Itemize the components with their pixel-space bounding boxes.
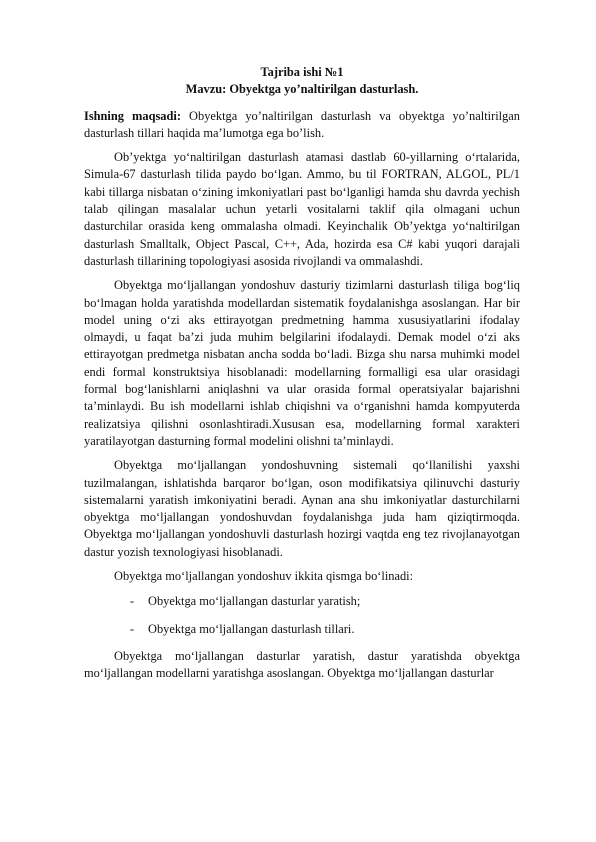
- paragraph-last: Obyektga mo‘ljallangan dasturlar yaratish, dastur yaratishda obyektga mo‘ljallangan modellarni yaratishga asoslangan. Obyektga mo‘ljallangan dasturlar: [84, 648, 520, 681]
- list-item: [84, 593, 520, 610]
- document-title: Tajriba ishi №1: [260, 65, 344, 79]
- document-page: [84, 64, 520, 683]
- paragraph-benefits: Obyektga mo‘ljallangan yondoshuvning sistemali qo‘llanilishi yaxshi tuzilmalangan, ishlatishda barqaror bo‘lgan, oson modifikatsiya qilinuvchi dasturiy sistemalarni yaratish imkoniyatini beradi. Aynan ana shu imkoniyatlar dasturchilarni obyektga mo‘ljallangan yondoshuvdan foydalanishga juda ham qiziqtirmoqda. Obyektga mo‘ljallangan yondoshuvli dasturlash hozirgi vaqtda eng tez rivojlanayotgan dastur yozish texnologiyasi hisoblanadi.: [84, 458, 520, 559]
- aim-paragraph: [84, 108, 520, 143]
- paragraph-parts-intro: Obyektga mo‘ljallangan yondoshuv ikkita qismga bo‘linadi:: [114, 569, 414, 584]
- list-item-text: Obyektga mo‘ljallangan dasturlar yaratish;: [148, 594, 361, 609]
- aim-text: Obyektga yo’naltirilgan dasturlash va obyektga yo’naltirilgan dasturlash tillari haqida ma’lumotga ega bo’lish.: [84, 108, 520, 140]
- paragraph-history: Ob’yektga yo‘naltirilgan dasturlash atamasi dastlab 60-yillarning o‘rtalarida, Simula-67 dasturlash tilida paydo bo‘lgan. Ammo, bu til FORTRAN, ALGOL, PL/1 kabi tillarga nisbatan o‘zining imkoniyatlari past bo‘lganligi hamda shu davrda yechish talab qilingan masalalar uchun yetarli vositalarni taklif qila olmagani uchun dasturchilar orasida keng ommalasha olmadi. Keyinchalik Ob’yektga yo‘naltirilgan dasturlash Smalltalk, Object Pascal, C++, Ada, hozirda esa C# kabi yuqori darajali dasturlash tillarining topologiyasi asosida rivojlandi va ommalashdi.: [84, 150, 520, 268]
- document-subtitle: Mavzu: Obyektga yo’naltirilgan dasturlash.: [185, 82, 419, 97]
- list-item-text: Obyektga mo‘ljallangan dasturlash tillari.: [148, 621, 355, 636]
- list-item: [84, 621, 520, 638]
- list-marker: -: [130, 621, 135, 636]
- aim-label: Ishning maqsadi:: [84, 108, 181, 123]
- list-marker: -: [130, 594, 135, 609]
- title-spacer: [84, 99, 520, 108]
- parts-list: [84, 593, 520, 638]
- paragraph-models: Obyektga mo‘ljallangan yondoshuv dasturiy tizimlarni dasturlash tiliga bog‘liq bo‘lmagan holda yaratishda modellardan sistematik foydalanishga asoslangan. Har bir model uning o‘zi aks ettirayotgan predmetning hamma xususiyatlarini ifodalay olmaydi, u faqat ba’zi juda muhim belgilarini ifodalaydi. Demak model o‘zi aks ettirayotgan predmetga nisbatan ancha sodda bo‘ladi. Bizga shu narsa muhimki model endi formal konstruktsiya hisoblanadi: modellarning formalligi esa ular orasidagi formal bog‘lanishlarni aniqlashni va ular orasida formal operatsiyalar bajarishni ta’minlaydi. Bu ish modellarni ishlab chiqishni va o‘rganishni hamda kompyuterda realizatsiya qilishni osonlashtiradi.Xususan esa, modellarning formal xarakteri yaratilayotgan dasturning formal modelini olishni ta’minlaydi.: [84, 278, 520, 448]
